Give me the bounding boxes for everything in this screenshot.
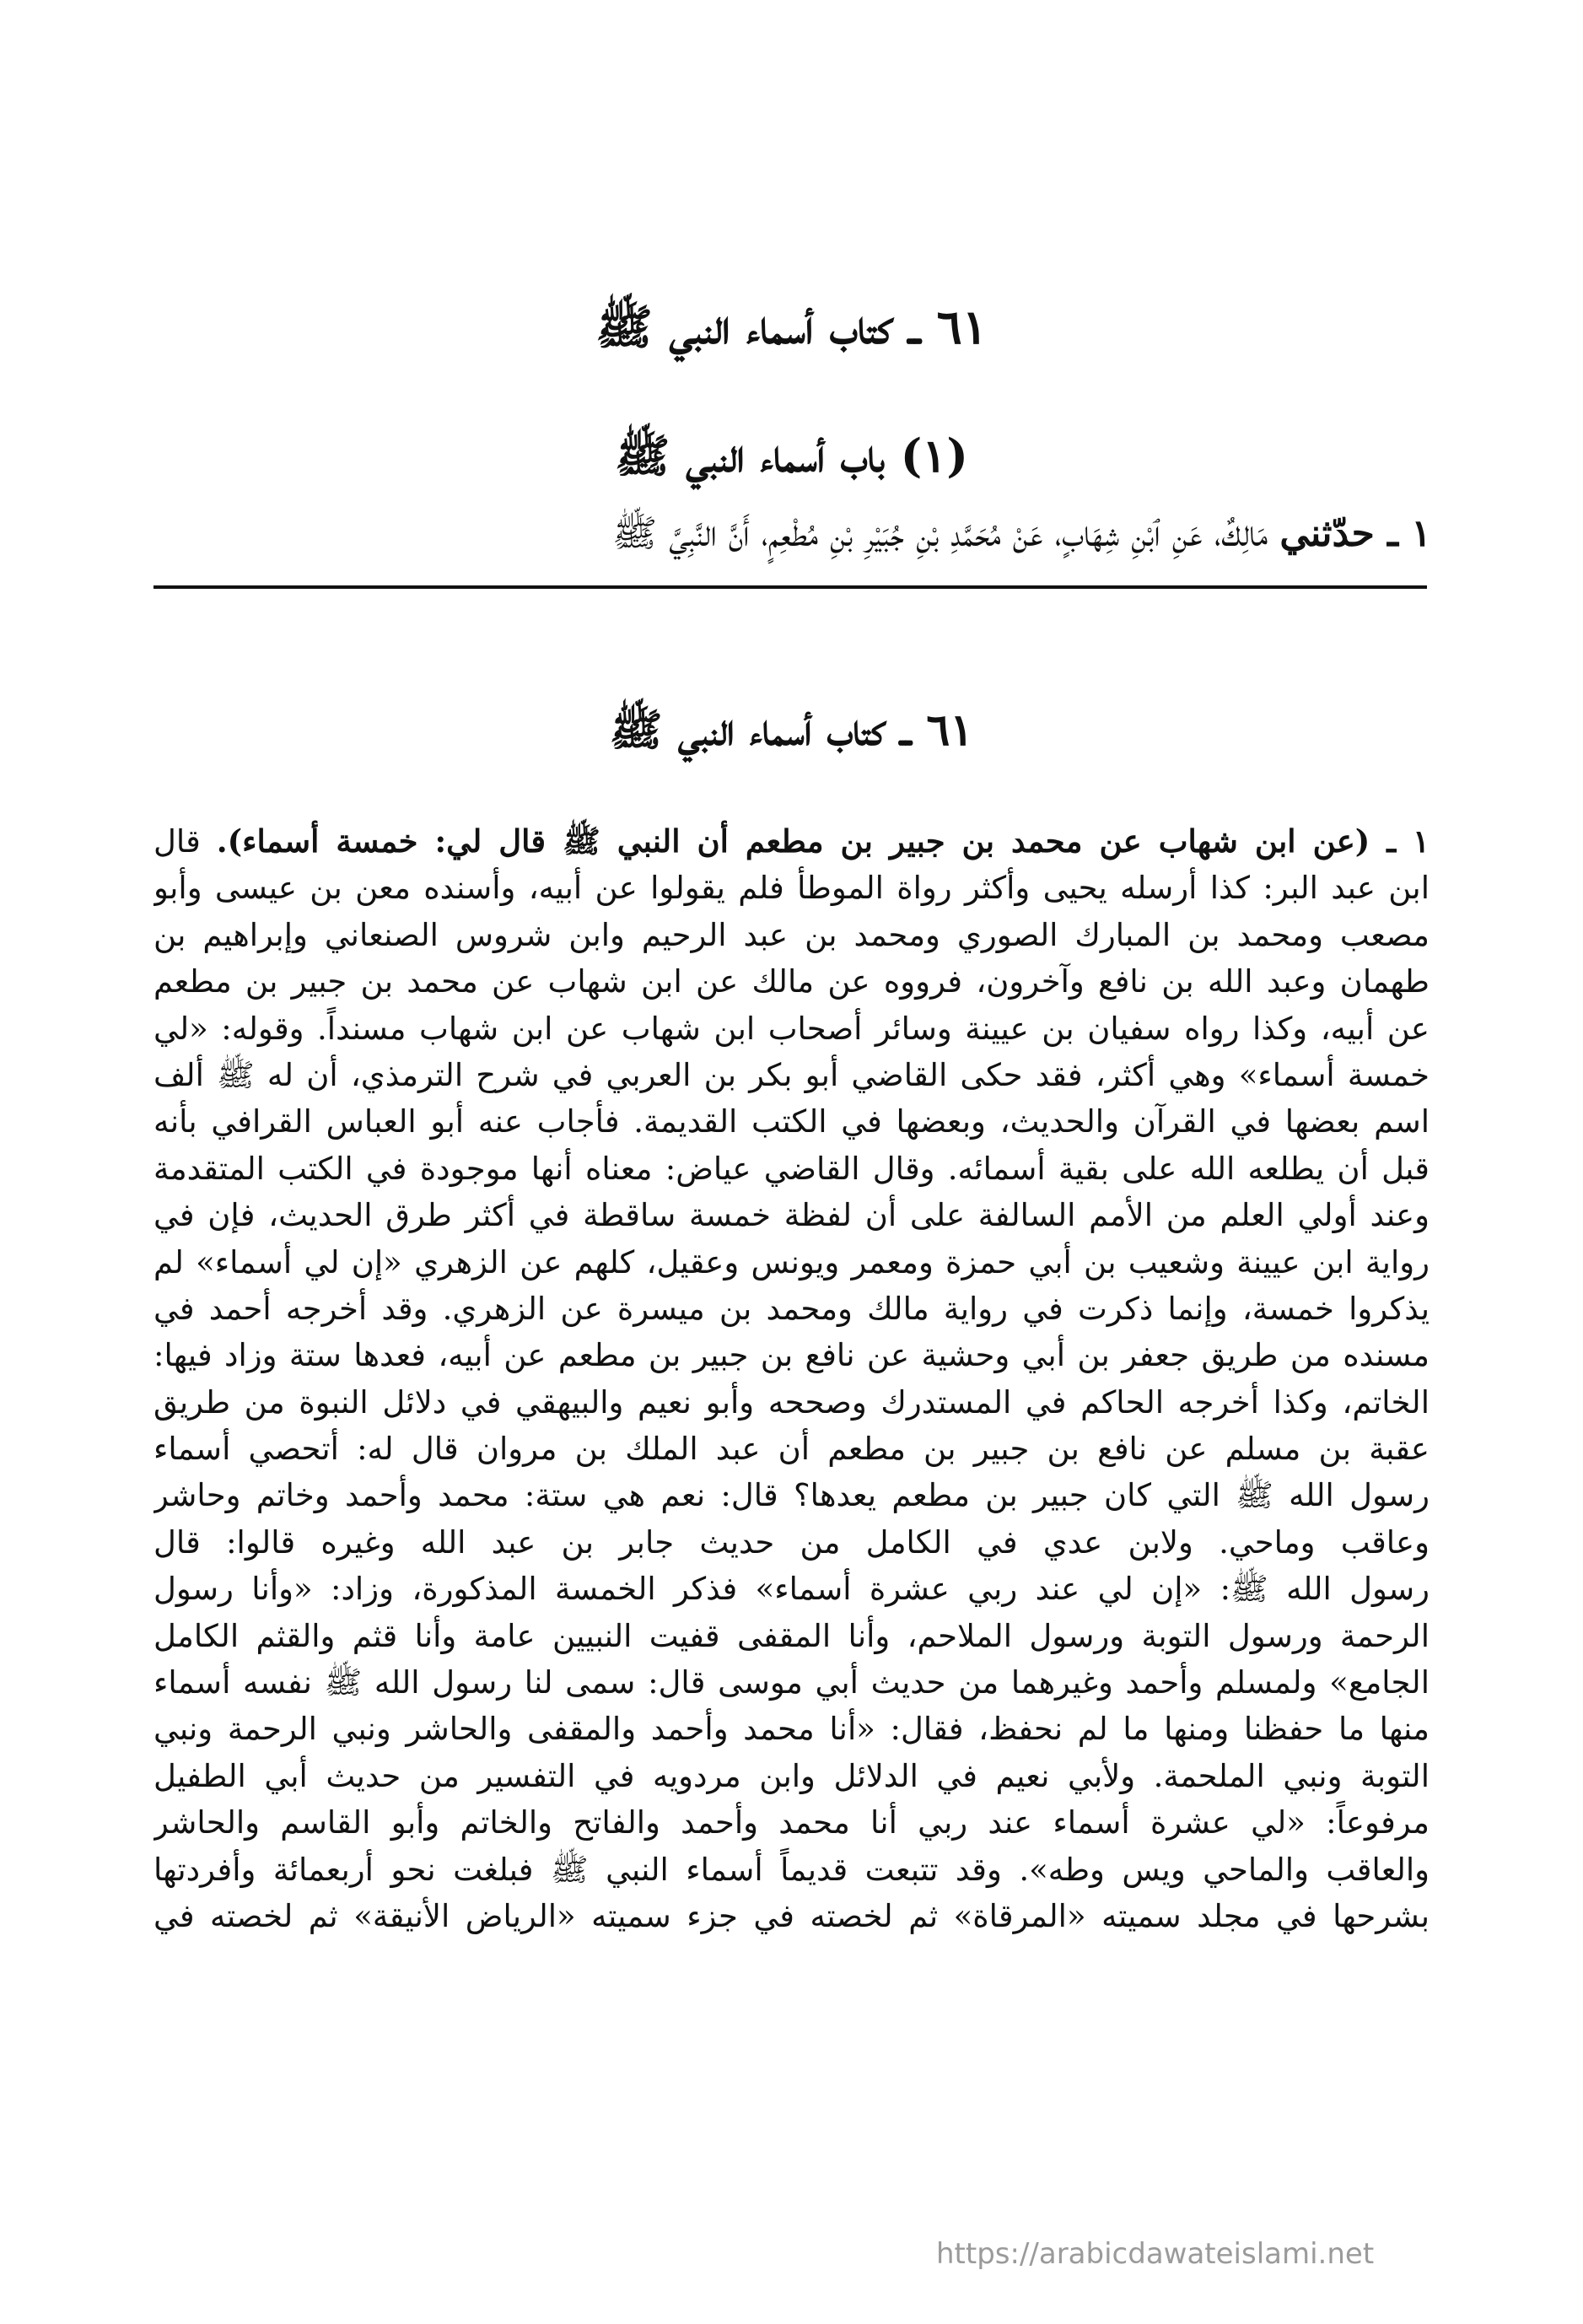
commentary-line: رسول الله ﷺ التي كان جبير بن مطعم يعدها؟ قال: نعم هي ستة: محمد وأحمد وخاتم وحاشر [153,1477,1430,1514]
hadith-text [152,504,1431,563]
commentary-line: بشرحها في مجلد سميته «المرقاة» ثم لخصته في جزء سميته «الرياض الأنيقة» ثم لخصته في [153,1897,1430,1934]
commentary-line: وعند أولي العلم من الأمم السالفة على أن لفظة خمسة ساقطة في أكثر طرق الحديث، فإن في [153,1197,1430,1234]
commentary-line: خمسة أسماء» وهي أكثر، فقد حكى القاضي أبو بكر بن العربي في شرح الترمذي، أن له ﷺ ألف [153,1056,1430,1093]
commentary-book-title: ٦١ ــ كتاب أسماء النبي ﷺ [609,704,974,756]
commentary-lead: ١ ـ (عن ابن شهاب عن محمد بن جبير بن مطعم أن النبي ﷺ قال لي: خمسة أسماء). [216,822,1430,860]
commentary-line [153,818,1430,865]
chapter-title: (١) باب أسماء النبي ﷺ [615,429,968,483]
commentary-line: منها ما حفظنا ومنها ما لم نحفظ، فقال: «أنا محمد وأحمد والمقفى والحاشر ونبي الرحمة ونبي [153,1711,1430,1748]
commentary-line: اسم بعضها في القرآن والحديث، وبعضها في الكتب القديمة. فأجاب عنه أبو العباس القرافي بأنه [153,1103,1430,1140]
commentary-line: مصعب ومحمد بن المبارك الصوري ومحمد بن عبد الرحيم وابن شروس الصنعاني وإبراهيم بن [153,916,1430,953]
hadith-body: مَالِكٌ، عَنِ ٱبْنِ شِهَابٍ، عَنْ مُحَمَّدِ بْنِ جُبَيْرِ بْنِ مُطْعِمٍ، أَنَّ النَّبِيَّ ﷺ [612,512,1280,555]
commentary-line: الرحمة ورسول التوبة ورسول الملاحم، وأنا المقفى قفيت النبيين عامة وأنا قثم والقثم الكامل [153,1617,1430,1654]
commentary-line: الخاتم، وكذا أخرجه الحاكم في المستدرك وصححه وأبو نعيم والبيهقي في دلائل النبوة من طريق [153,1383,1430,1421]
commentary-line: رواية ابن عيينة وشعيب بن أبي حمزة ومعمر ويونس وعقيل، كلهم عن الزهري «إن لي أسماء» لم [153,1243,1430,1281]
commentary-line: رسول الله ﷺ: «إن لي عند ربي عشرة أسماء» فذكر الخمسة المذكورة، وزاد: «وأنا رسول [153,1571,1430,1608]
hadith-number-lead: ١ ـ حدّثني [1279,512,1431,555]
commentary-line: عن أبيه، وكذا رواه سفيان بن عيينة وسائر أصحاب ابن شهاب عن ابن شهاب مسنداً. وقوله: «لي [153,1010,1430,1047]
commentary-line: يذكروا خمسة، وإنما ذكرت في رواية مالك ومحمد بن ميسرة عن الزهري. وقد أخرجه أحمد في [153,1290,1430,1327]
commentary-line: الجامع» ولمسلم وأحمد وغيرهما من حديث أبي موسى قال: سمى لنا رسول الله ﷺ نفسه أسماء [153,1664,1430,1701]
commentary-line: عقبة بن مسلم عن نافع بن جبير بن مطعم أن عبد الملك بن مروان قال له: أتحصي أسماء [153,1431,1430,1468]
watermark-url: https://arabicdawateislami.net [936,2237,1375,2271]
commentary-line: التوبة ونبي الملحمة. ولأبي نعيم في الدلائل وابن مردويه في التفسير من حديث أبي الطفيل [153,1757,1430,1794]
commentary-line: ابن عبد البر: كذا أرسله يحيى وأكثر رواة الموطأ فلم يقولوا عن أبيه، وأسنده معن بن عيسى وأبو [153,870,1430,907]
commentary-line: قبل أن يطلعه الله على بقية أسمائه. وقال القاضي عياض: معناه أنها موجودة في الكتب المتقدمة [153,1150,1430,1187]
section-divider [153,585,1427,589]
commentary-line: مسنده من طريق جعفر بن أبي وحشية عن نافع بن جبير بن مطعم عن أبيه، فعدها ستة وزاد فيها: [153,1337,1430,1374]
commentary-line: والعاقب والماحي ويس وطه». وقد تتبعت قديماً أسماء النبي ﷺ فبلغت نحو أربعمائة وأفردتها [153,1851,1430,1888]
commentary-body [153,818,1430,1939]
commentary-line: وعاقب وماحي. ولابن عدي في الكامل من حديث جابر بن عبد الله وغيره قالوا: قال [153,1523,1430,1561]
commentary-line: مرفوعاً: «لي عشرة أسماء عند ربي أنا محمد وأحمد والفاتح والخاتم وأبو القاسم والحاشر [153,1804,1430,1841]
commentary-lines [153,865,1430,1939]
commentary-lead-tail: قال [153,823,217,860]
commentary-line: طهمان وعبد الله بن نافع وآخرون، فرووه عن مالك عن ابن شهاب عن محمد بن جبير بن مطعم [153,963,1430,1000]
book-title: ٦١ ــ كتاب أسماء النبي ﷺ [595,299,988,355]
